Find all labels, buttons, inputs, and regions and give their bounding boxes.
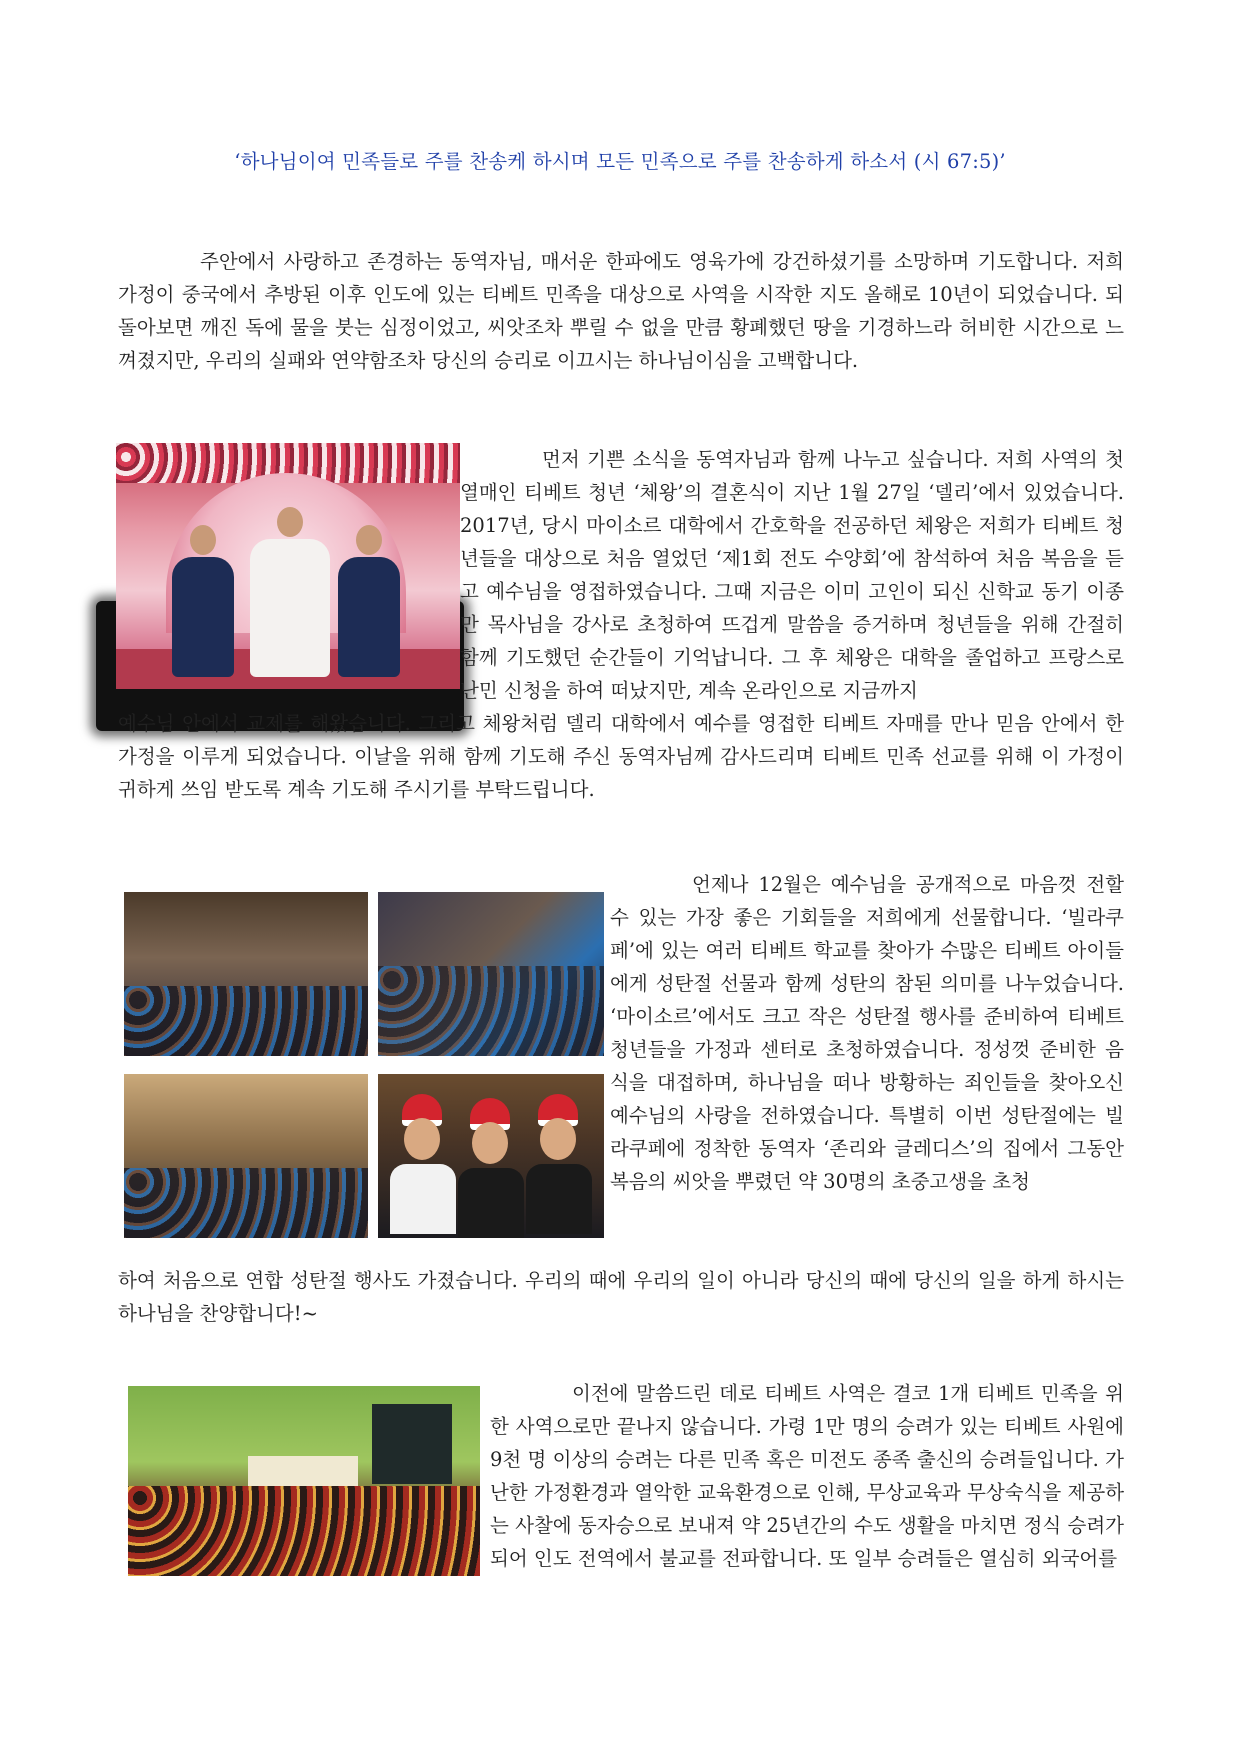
santa-hat-children-photo (378, 1074, 604, 1238)
youth-party-photo (124, 1074, 368, 1238)
paragraph-wedding-continued: 예수님 안에서 교제를 해왔습니다. 그리고 체왕처럼 델리 대학에서 예수를 영접한 티베트 자매를 만나 믿음 안에서 한 가정을 이루게 되었습니다. 이날을 위해 함께 기도해 주신 동역자님께 감사드리며 티베트 민족 선교를 위해 이 가정이 귀하게 쓰임 받도록 계속 기도해 주시기를 부탁드립니다. (118, 712, 1124, 801)
paragraph-wedding-side: 먼저 기쁜 소식을 동역자님과 함께 나누고 싶습니다. 저희 사역의 첫 열매인 티베트 청년 ‘체왕’의 결혼식이 지난 1월 27일 ‘델리’에서 있었습니다. 2017년, 당시 마이소르 대학에서 간호학을 전공하던 체왕은 저희가 티베트 청년들을 대상으로 처음 열었던 ‘제1회 전도 수양회’에 참석하여 처음 복음을 듣고 예수님을 영접하였습니다. 그때 지금은 이미 고인이 되신 신학교 동기 이종만 목사님을 강사로 초청하여 뜨겁게 말씀을 증거하며 청년들을 위해 간절히 함께 기도했던 순간들이 기억납니다. 그 후 체왕은 대학을 졸업하고 프랑스로 난민 신청을 하여 떠났지만, 계속 온라인으로 지금까지 (460, 448, 1124, 702)
paragraph-greeting: 주안에서 사랑하고 존경하는 동역자님, 매서운 한파에도 영육가에 강건하셨기를 소망하며 기도합니다. 저희 가정이 중국에서 추방된 이후 인도에 있는 티베트 민족을 대상으로 사역을 시작한 지도 올해로 10년이 되었습니다. 되돌아보면 깨진 독에 물을 붓는 심정이었고, 씨앗조차 뿌릴 수 없을 만큼 황폐했던 땅을 기경하느라 허비한 시간으로 느껴졌지만, 우리의 실패와 연약함조차 당신의 승리로 이끄시는 하나님이심을 고백합니다. (118, 250, 1124, 372)
christmas-gathering-photo (124, 892, 368, 1056)
wedding-photo-frame (96, 443, 464, 731)
children-activity-photo (378, 892, 604, 1056)
paragraph-monks-side: 이전에 말씀드린 데로 티베트 사역은 결코 1개 티베트 민족을 위한 사역으로만 끝나지 않습니다. 가령 1만 명의 승려가 있는 티베트 사원에 9천 명 이상의 승려는 다른 민족 혹은 미전도 종족 출신의 승려들입니다. 가난한 가정환경과 열악한 교육환경으로 인해, 무상교육과 무상숙식을 제공하는 사찰에 동자승으로 보내져 약 25년간의 수도 생활을 마치면 정식 승려가 되어 인도 전역에서 불교를 전파합니다. 또 일부 승려들은 열심히 외국어를 (490, 1382, 1124, 1570)
scripture-heading: ‘하나님이여 민족들로 주를 찬송케 하시며 모든 민족으로 주를 찬송하게 하소서 (시 67:5)’ (234, 150, 1006, 173)
paragraph-christmas-side: 언제나 12월은 예수님을 공개적으로 마음껏 전할 수 있는 가장 좋은 기회들을 저희에게 선물합니다. ‘빌라쿠페’에 있는 여러 티베트 학교를 찾아가 수많은 티베트 아이들에게 성탄절 선물과 함께 성탄의 참된 의미를 나누었습니다. ‘마이소르’에서도 크고 작은 성탄절 행사를 준비하여 티베트 청년들을 가정과 센터로 초청하였습니다. 정성껏 준비한 음식을 대접하며, 하나님을 떠나 방황하는 죄인들을 찾아오신 예수님의 사랑을 전하였습니다. 특별히 이번 성탄절에는 빌라쿠페에 정착한 동역자 ‘존리와 글레디스’의 집에서 그동안 복음의 씨앗을 뿌렸던 약 30명의 초중고생을 초청 (610, 873, 1124, 1193)
monks-classroom-photo (128, 1386, 480, 1576)
paragraph-christmas-continued: 하여 처음으로 연합 성탄절 행사도 가졌습니다. 우리의 때에 우리의 일이 아니라 당신의 때에 당신의 일을 하게 하시는 하나님을 찬양합니다!~ (118, 1269, 1124, 1325)
wedding-photo (116, 443, 460, 689)
christmas-photo-grid (124, 892, 604, 1238)
